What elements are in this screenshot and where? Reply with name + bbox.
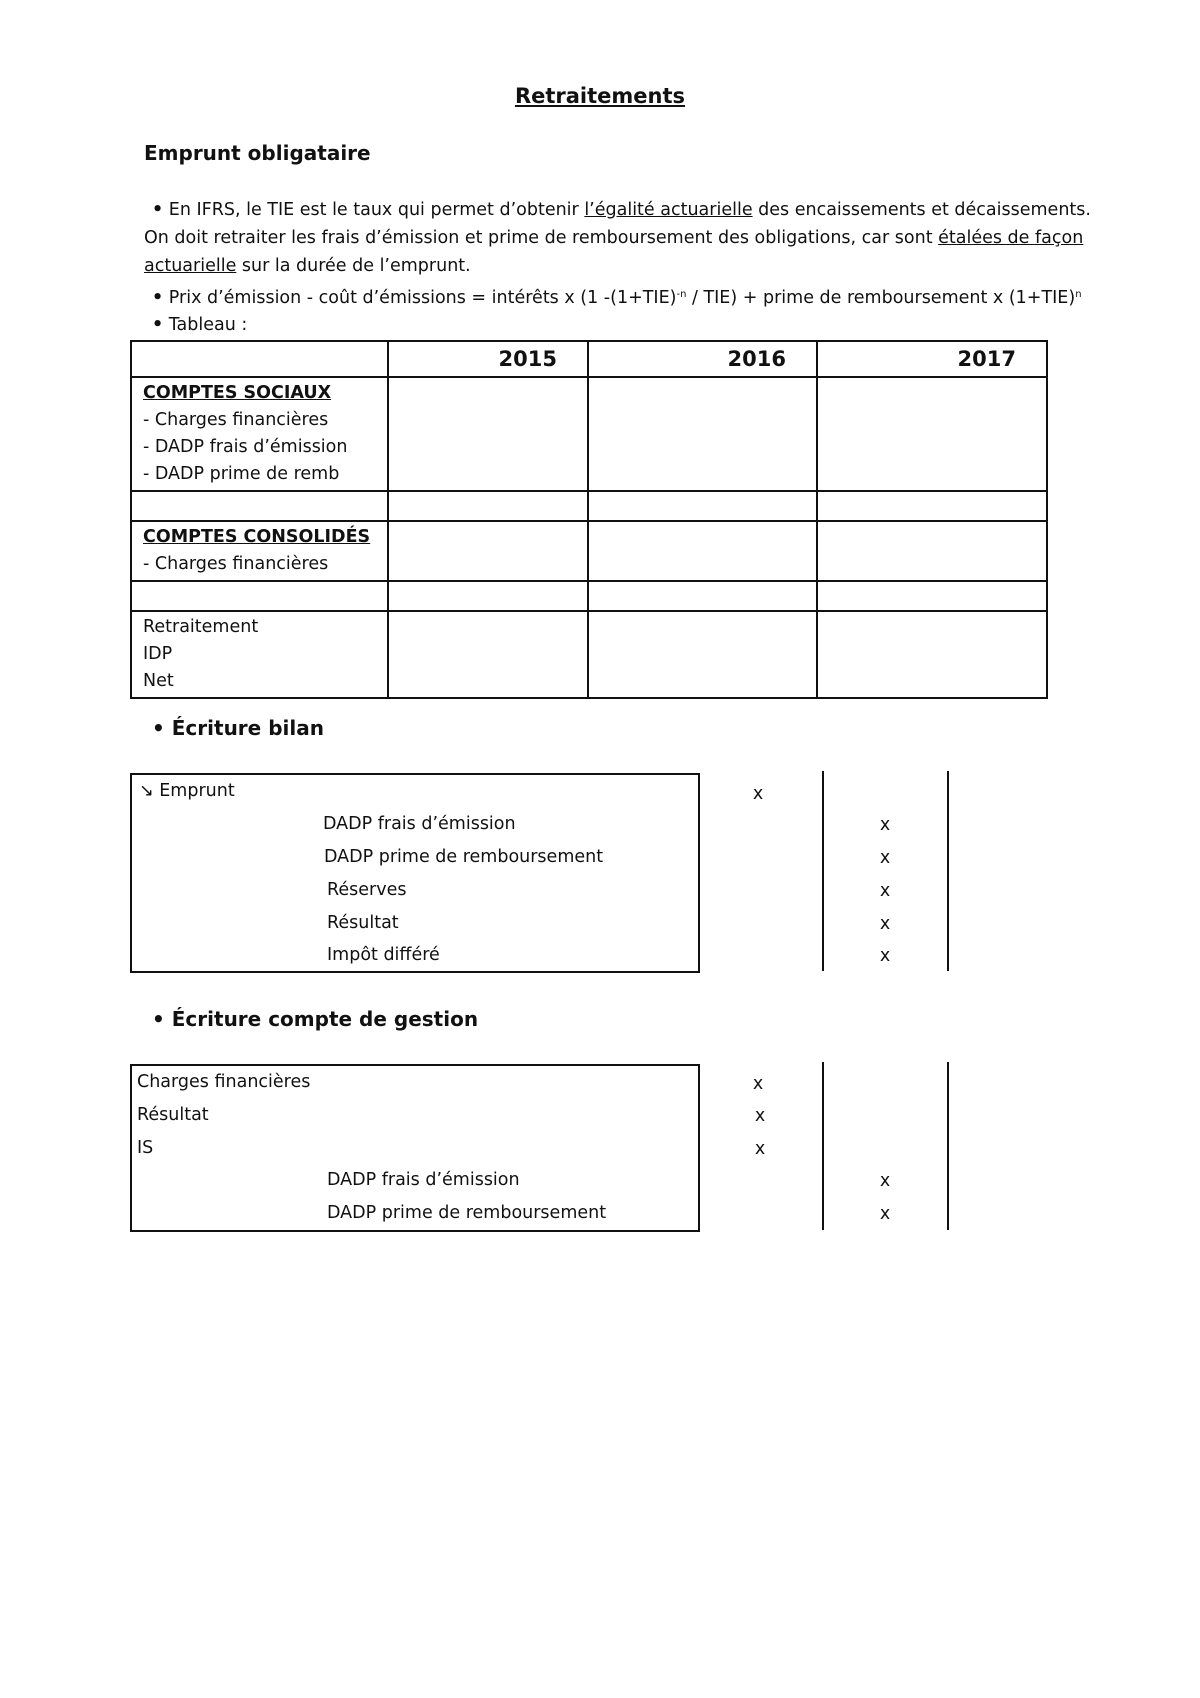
debit-mark: x (752, 1074, 764, 1094)
credit-entry: Résultat (327, 913, 399, 933)
debit-column-line (822, 1062, 824, 1230)
comptes-sociaux-title: COMPTES SOCIAUX (143, 383, 332, 403)
debit-mark: x (754, 1106, 766, 1126)
retraitement-cell (131, 611, 388, 698)
debit-entry: IS (137, 1138, 154, 1158)
ecriture-bilan-heading: • Écriture bilan (152, 716, 324, 740)
bullet: • (152, 200, 164, 220)
table-cell (388, 377, 588, 491)
comptes-sociaux-cell (131, 377, 388, 491)
credit-column-line (947, 1062, 949, 1230)
credit-mark: x (879, 946, 891, 966)
credit-mark: x (879, 815, 891, 835)
year-header: 2017 (817, 341, 1047, 377)
bullet: • (152, 288, 164, 308)
table-cell (388, 581, 588, 611)
formula-line: • Prix d’émission - coût d’émissions = intérêts x (1 $-(1+TIE)^{-n} / TIE$) + prime de remboursement x $(1+TIE)^n$ (152, 288, 1082, 308)
bullet: • (152, 315, 164, 335)
tableau-label-line: • Tableau : (152, 315, 248, 335)
table-row (131, 581, 1047, 611)
table-cell (388, 611, 588, 698)
table-cell (588, 491, 817, 521)
table-cell (388, 521, 588, 581)
comptes-consolides-cell (131, 521, 388, 581)
credit-entry: DADP prime de remboursement (327, 1203, 607, 1223)
credit-entry: Impôt différé (327, 945, 440, 965)
retraitement-table (130, 340, 1048, 699)
credit-mark: x (879, 1171, 891, 1191)
intro-line-1: • En IFRS, le TIE est le taux qui permet d’obtenir l’égalité actuarielle des encaissements et décaissements. (152, 200, 1091, 220)
debit-entry: ↘ Emprunt (139, 781, 235, 801)
credit-entry: DADP frais d’émission (327, 1170, 520, 1190)
table-cell (588, 521, 817, 581)
table-cell (817, 611, 1047, 698)
table-cell (817, 581, 1047, 611)
comptes-consolides-title: COMPTES CONSOLIDÉS (143, 527, 371, 547)
debit-column-line (822, 771, 824, 971)
section-heading: Emprunt obligataire (144, 141, 371, 165)
table-cell (817, 377, 1047, 491)
ecriture-gestion-heading: • Écriture compte de gestion (152, 1007, 479, 1031)
bullet: • (152, 1007, 165, 1031)
table-cell (388, 491, 588, 521)
table-cell (588, 581, 817, 611)
debit-mark: x (754, 1139, 766, 1159)
credit-mark: x (879, 881, 891, 901)
list-item: Retraitement (143, 617, 259, 637)
debit-entry: Charges financières (137, 1072, 311, 1092)
table-header-row (131, 341, 1047, 377)
list-item: IDP (143, 644, 173, 664)
list-item: - DADP frais d’émission (143, 437, 348, 457)
table-row (131, 521, 1047, 581)
debit-entry: Résultat (137, 1105, 209, 1125)
table-cell (817, 491, 1047, 521)
credit-mark: x (879, 848, 891, 868)
list-item: Net (143, 671, 174, 691)
table-cell (131, 341, 388, 377)
credit-mark: x (879, 1204, 891, 1224)
list-item: - Charges financières (143, 410, 329, 430)
table-row (131, 491, 1047, 521)
list-item: - Charges financières (143, 554, 329, 574)
table-row (131, 611, 1047, 698)
page-title: Retraitements (514, 84, 686, 108)
debit-mark: x (752, 784, 764, 804)
year-header: 2016 (588, 341, 817, 377)
intro-line-2: On doit retraiter les frais d’émission et prime de remboursement des obligations, car sont étalées de façon (144, 228, 1084, 248)
table-cell (588, 377, 817, 491)
ecriture-bilan-box (130, 773, 700, 973)
year-header: 2015 (388, 341, 588, 377)
credit-entry: Réserves (327, 880, 407, 900)
credit-mark: x (879, 914, 891, 934)
arrow-down-right-icon: ↘ (139, 781, 154, 801)
intro-line-3: actuarielle sur la durée de l’emprunt. (144, 256, 471, 276)
table-cell (131, 581, 388, 611)
table-cell (817, 521, 1047, 581)
credit-entry: DADP prime de remboursement (324, 847, 604, 867)
credit-entry: DADP frais d’émission (323, 814, 516, 834)
table-cell (131, 491, 388, 521)
credit-column-line (947, 771, 949, 971)
list-item: - DADP prime de remb (143, 464, 340, 484)
table-row (131, 377, 1047, 491)
table-cell (588, 611, 817, 698)
bullet: • (152, 716, 165, 740)
